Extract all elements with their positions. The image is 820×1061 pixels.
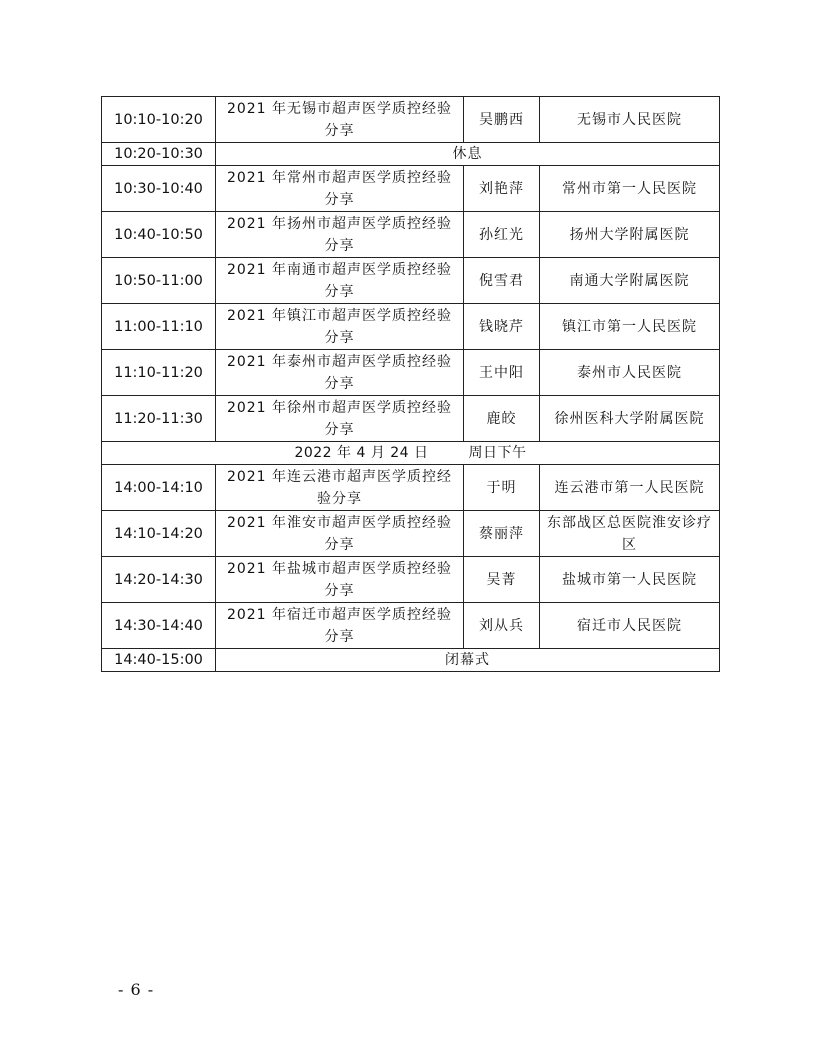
table-row [102, 557, 720, 603]
topic-cell: 2021 年扬州市超声医学质控经验分享 [216, 212, 464, 258]
speaker-cell: 倪雪君 [464, 258, 540, 304]
speaker-cell: 刘从兵 [464, 603, 540, 649]
table-row [102, 396, 720, 442]
topic-cell: 2021 年淮安市超声医学质控经验分享 [216, 511, 464, 557]
hospital-cell: 常州市第一人民医院 [540, 166, 720, 212]
time-cell: 10:50-11:00 [102, 258, 216, 304]
table-row [102, 166, 720, 212]
table-row [102, 143, 720, 166]
time-cell: 14:10-14:20 [102, 511, 216, 557]
time-cell: 11:20-11:30 [102, 396, 216, 442]
time-cell: 10:30-10:40 [102, 166, 216, 212]
hospital-cell: 连云港市第一人民医院 [540, 465, 720, 511]
time-cell: 14:00-14:10 [102, 465, 216, 511]
speaker-cell: 鹿皎 [464, 396, 540, 442]
hospital-cell: 扬州大学附属医院 [540, 212, 720, 258]
speaker-cell: 于明 [464, 465, 540, 511]
table-row [102, 212, 720, 258]
time-cell: 14:30-14:40 [102, 603, 216, 649]
table-row [102, 465, 720, 511]
day-header-row [102, 442, 720, 465]
hospital-cell: 镇江市第一人民医院 [540, 304, 720, 350]
speaker-cell: 吴菁 [464, 557, 540, 603]
schedule-table [101, 96, 720, 672]
speaker-cell: 钱晓芹 [464, 304, 540, 350]
hospital-cell: 宿迁市人民医院 [540, 603, 720, 649]
topic-cell: 2021 年徐州市超声医学质控经验分享 [216, 396, 464, 442]
day-header [102, 442, 720, 465]
table-row [102, 649, 720, 672]
hospital-cell: 泰州市人民医院 [540, 350, 720, 396]
table-row [102, 603, 720, 649]
speaker-cell: 吴鹏西 [464, 97, 540, 143]
hospital-cell: 徐州医科大学附属医院 [540, 396, 720, 442]
topic-cell: 2021 年南通市超声医学质控经验分享 [216, 258, 464, 304]
table-row [102, 511, 720, 557]
topic-cell: 2021 年泰州市超声医学质控经验分享 [216, 350, 464, 396]
speaker-cell: 蔡丽萍 [464, 511, 540, 557]
speaker-cell: 孙红光 [464, 212, 540, 258]
time-cell: 14:40-15:00 [102, 649, 216, 672]
topic-cell: 2021 年连云港市超声医学质控经验分享 [216, 465, 464, 511]
table-row [102, 304, 720, 350]
topic-cell: 2021 年无锡市超声医学质控经验分享 [216, 97, 464, 143]
page-number: - 6 - [118, 980, 155, 999]
time-cell: 14:20-14:30 [102, 557, 216, 603]
time-cell: 11:10-11:20 [102, 350, 216, 396]
time-cell: 10:10-10:20 [102, 97, 216, 143]
table-row [102, 258, 720, 304]
closing-cell: 闭幕式 [216, 649, 720, 672]
topic-cell: 2021 年镇江市超声医学质控经验分享 [216, 304, 464, 350]
table-row [102, 97, 720, 143]
break-cell: 休息 [216, 143, 720, 166]
table-row [102, 350, 720, 396]
speaker-cell: 王中阳 [464, 350, 540, 396]
hospital-cell: 无锡市人民医院 [540, 97, 720, 143]
time-cell: 11:00-11:10 [102, 304, 216, 350]
time-cell: 10:20-10:30 [102, 143, 216, 166]
topic-cell: 2021 年宿迁市超声医学质控经验分享 [216, 603, 464, 649]
topic-cell: 2021 年常州市超声医学质控经验分享 [216, 166, 464, 212]
speaker-cell: 刘艳萍 [464, 166, 540, 212]
hospital-cell: 盐城市第一人民医院 [540, 557, 720, 603]
day-header-date: 2022 年 4 月 24 日 [294, 445, 429, 461]
hospital-cell: 东部战区总医院淮安诊疗区 [540, 511, 720, 557]
time-cell: 10:40-10:50 [102, 212, 216, 258]
hospital-cell: 南通大学附属医院 [540, 258, 720, 304]
topic-cell: 2021 年盐城市超声医学质控经验分享 [216, 557, 464, 603]
day-header-period: 周日下午 [468, 445, 527, 461]
